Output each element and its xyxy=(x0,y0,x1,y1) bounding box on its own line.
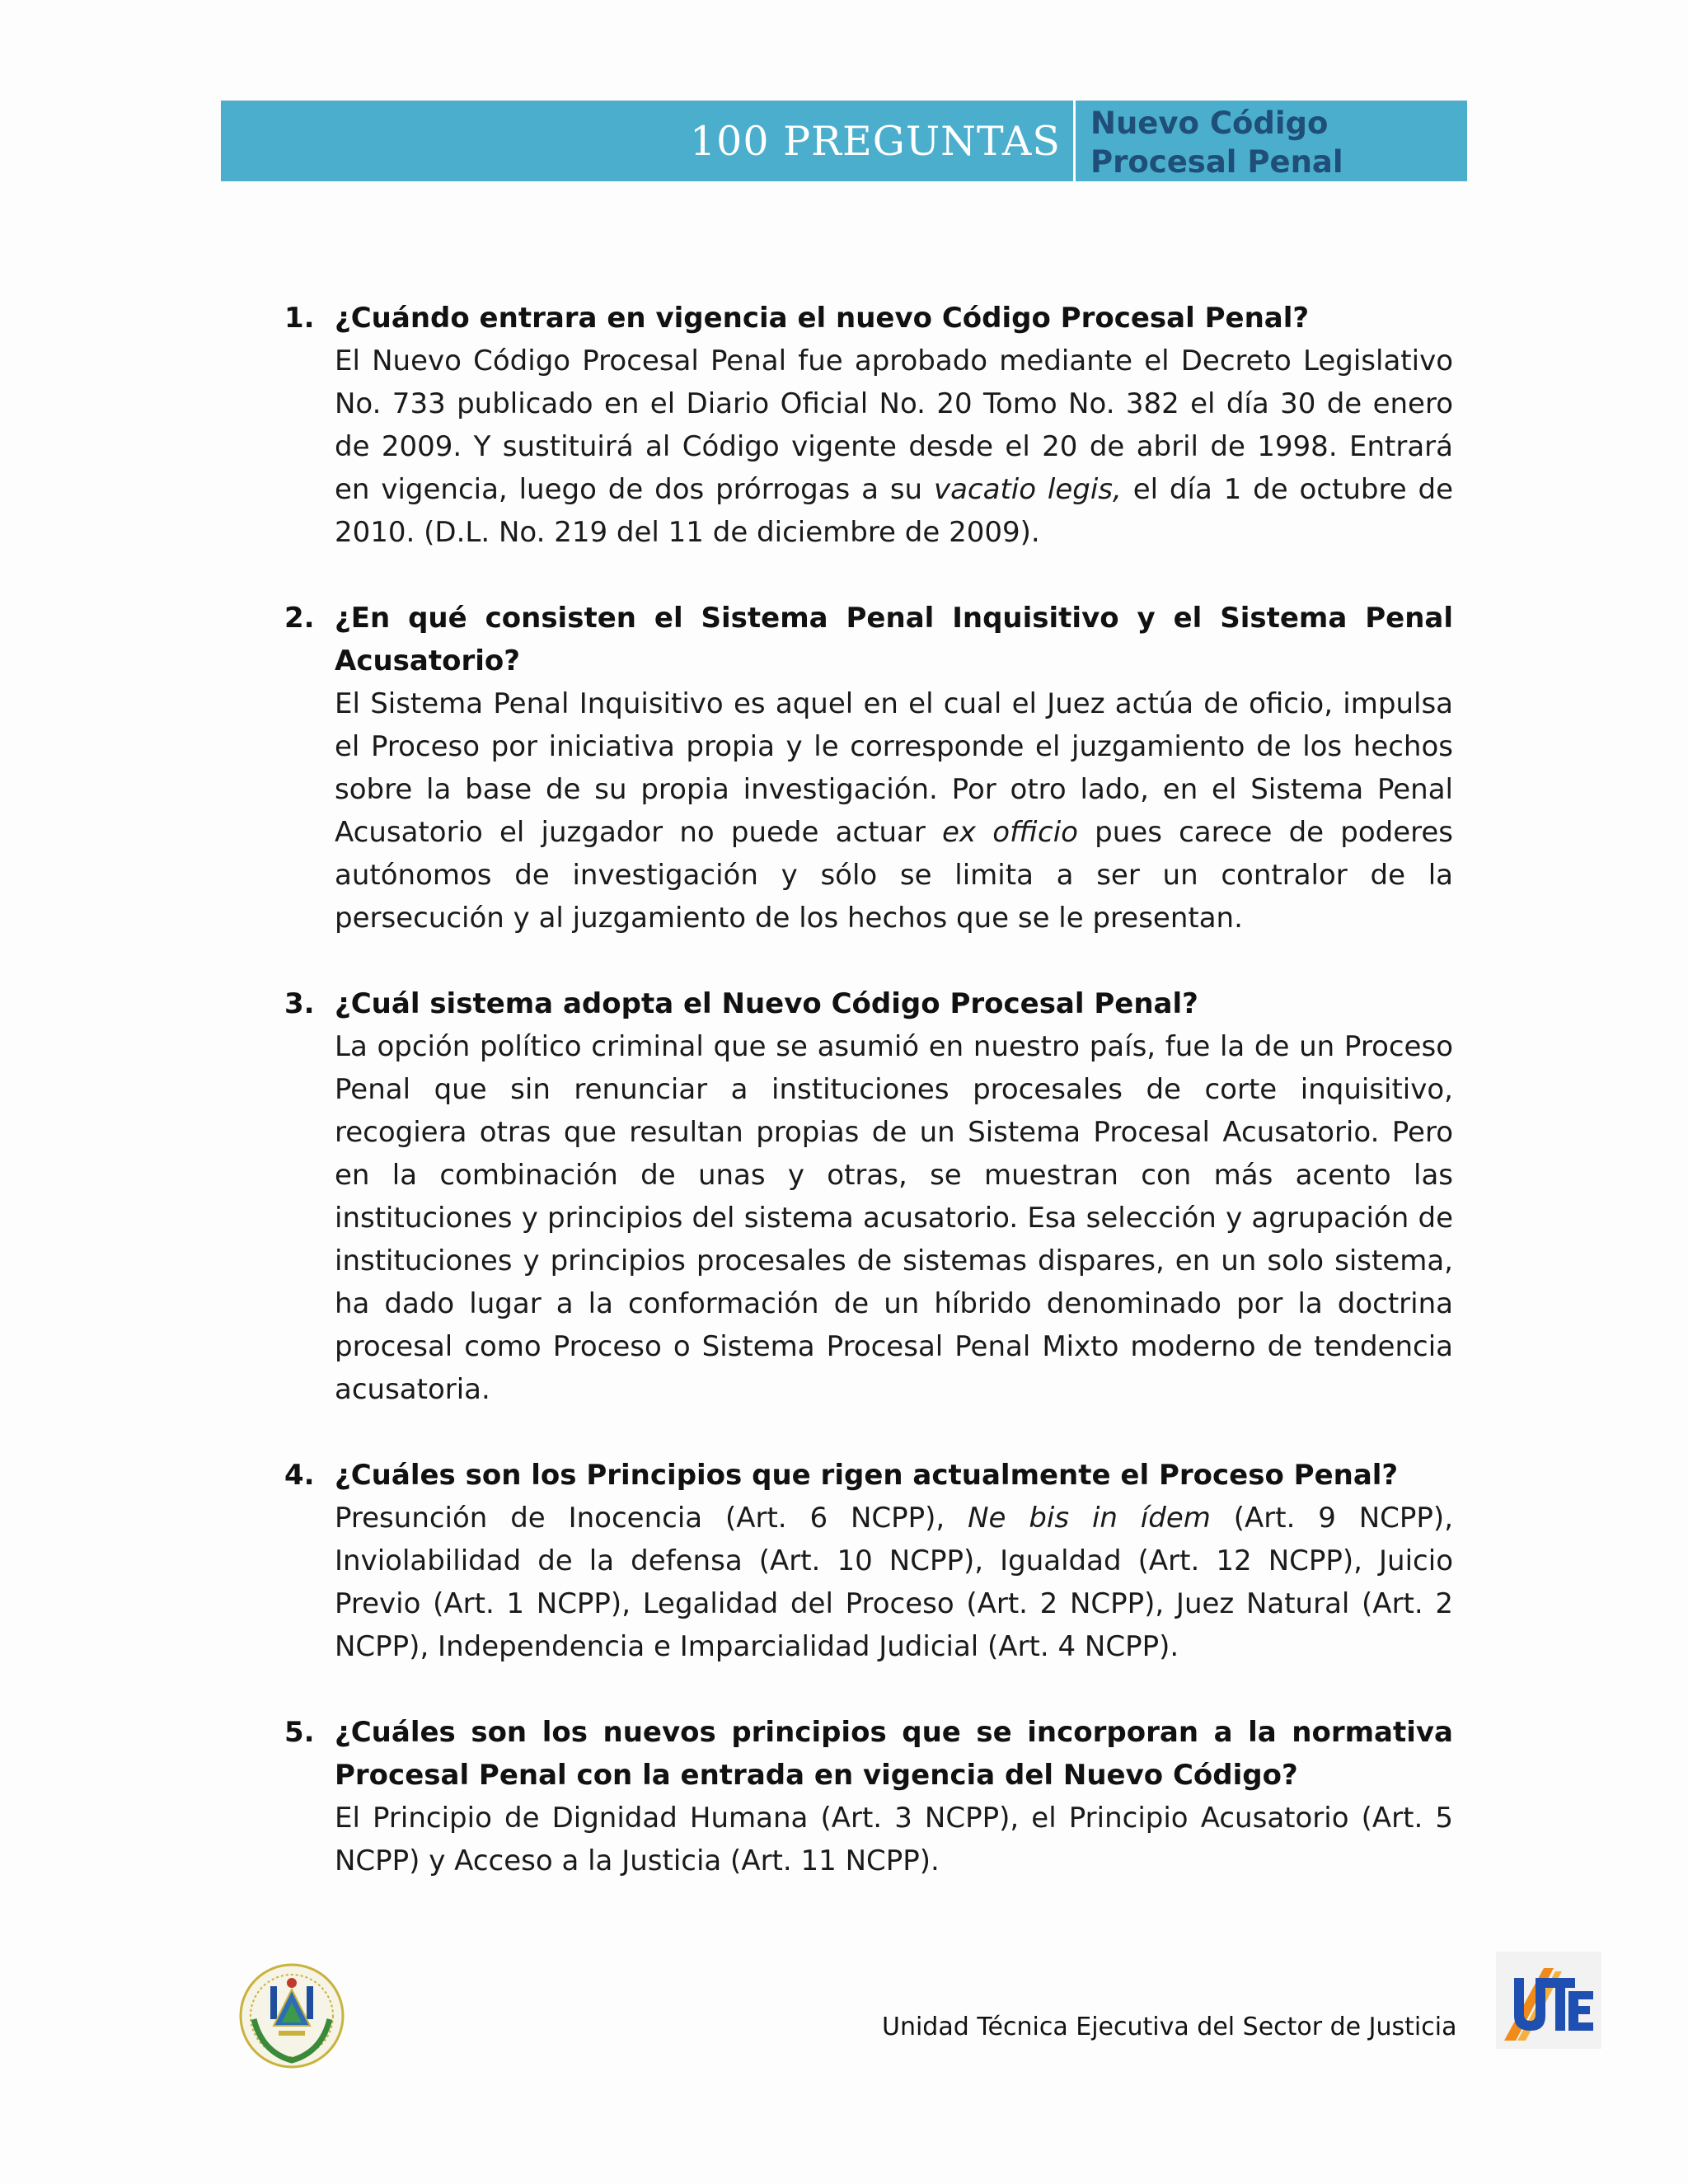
question-item-3 xyxy=(284,982,1453,1411)
italic-term: vacatio legis, xyxy=(933,473,1122,506)
answer-text: Presunción de Inocencia (Art. 6 NCPP), Ne bis in ídem (Art. 9 NCPP), Inviolabilidad de la defensa (Art. 10 NCPP), Igualdad (Art. 12 NCPP), Juicio Previo (Art. 1 NCPP), Legalidad del Proceso (Art. 2 NCPP), Juez Natural (Art. 2 NCPP), Independencia e Imparcialidad Judicial (Art. 4 NCPP). xyxy=(335,1502,1454,1663)
header-title: 100 PREGUNTAS xyxy=(689,118,1061,165)
question-item-4 xyxy=(284,1454,1453,1668)
header-bar xyxy=(221,101,1467,181)
question-item-2 xyxy=(284,597,1453,940)
question-text: ¿Cuáles son los nuevos principios que se incorporan a la normativa Procesal Penal con la entrada en vigencia del Nuevo Código? xyxy=(335,1716,1453,1792)
questions-list xyxy=(284,297,1453,1925)
italic-term: ex officio xyxy=(942,816,1078,849)
question-text: ¿Cuáles son los Principios que rigen actualmente el Proceso Penal? xyxy=(335,1459,1399,1492)
italic-term: Ne bis in ídem xyxy=(968,1502,1211,1535)
question-item-1 xyxy=(284,297,1453,554)
question-text: ¿En qué consisten el Sistema Penal Inquisitivo y el Sistema Penal Acusatorio? xyxy=(335,602,1453,677)
header-subtitle-line1: Nuevo Código xyxy=(1090,105,1329,141)
question-text: ¿Cuándo entrara en vigencia el nuevo Código Procesal Penal? xyxy=(335,302,1310,335)
el-salvador-coat-of-arms-icon xyxy=(237,1961,346,2070)
question-number: 4. xyxy=(284,1459,315,1492)
question-item-5 xyxy=(284,1711,1453,1882)
question-number: 1. xyxy=(284,302,315,335)
ute-logo-icon xyxy=(1496,1952,1601,2049)
answer-text: El Principio de Dignidad Humana (Art. 3 NCPP), el Principio Acusatorio (Art. 5 NCPP) y Acceso a la Justicia (Art. 11 NCPP). xyxy=(335,1802,1453,1877)
question-number: 5. xyxy=(284,1716,315,1749)
question-number: 3. xyxy=(284,987,315,1020)
answer-text: El Sistema Penal Inquisitivo es aquel en el cual el Juez actúa de oficio, impulsa el Proceso por iniciativa propia y le corresponde el juzgamiento de los hechos sobre la base de su propia investigación. Por otro lado, en el Sistema Penal Acusatorio el juzgador no puede actuar ex officio pues carece de poderes autónomos de investigación y sólo se limita a ser un contralor de la persecución y al juzgamiento de los hechos que se le presentan. xyxy=(335,687,1453,935)
answer-text: La opción político criminal que se asumió en nuestro país, fue la de un Proceso Penal que sin renunciar a instituciones procesales de corte inquisitivo, recogiera otras que resultan propias de un Sistema Procesal Acusatorio. Pero en la combinación de unas y otras, se muestran con más acento las instituciones y principios del sistema acusatorio. Esa selección y agrupación de instituciones y principios procesales de sistemas dispares, en un solo sistema, ha dado lugar a la conformación de un híbrido denominado por la doctrina procesal como Proceso o Sistema Procesal Penal Mixto moderno de tendencia acusatoria. xyxy=(335,1030,1453,1406)
header-subtitle xyxy=(1090,104,1461,181)
header-subtitle-line2: Procesal Penal xyxy=(1090,144,1343,180)
question-text: ¿Cuál sistema adopta el Nuevo Código Procesal Penal? xyxy=(335,987,1198,1020)
footer-institution: Unidad Técnica Ejecutiva del Sector de Justicia xyxy=(882,2013,1457,2041)
question-number: 2. xyxy=(284,602,315,635)
answer-text: El Nuevo Código Procesal Penal fue aprobado mediante el Decreto Legislativo No. 733 publicado en el Diario Oficial No. 20 Tomo No. 382 el día 30 de enero de 2009. Y sustituirá al Código vigente desde el 20 de abril de 1998. Entrará en vigencia, luego de dos prórrogas a su vacatio legis, el día 1 de octubre de 2010. (D.L. No. 219 del 11 de diciembre de 2009). xyxy=(335,344,1454,549)
header-divider xyxy=(1073,101,1076,181)
